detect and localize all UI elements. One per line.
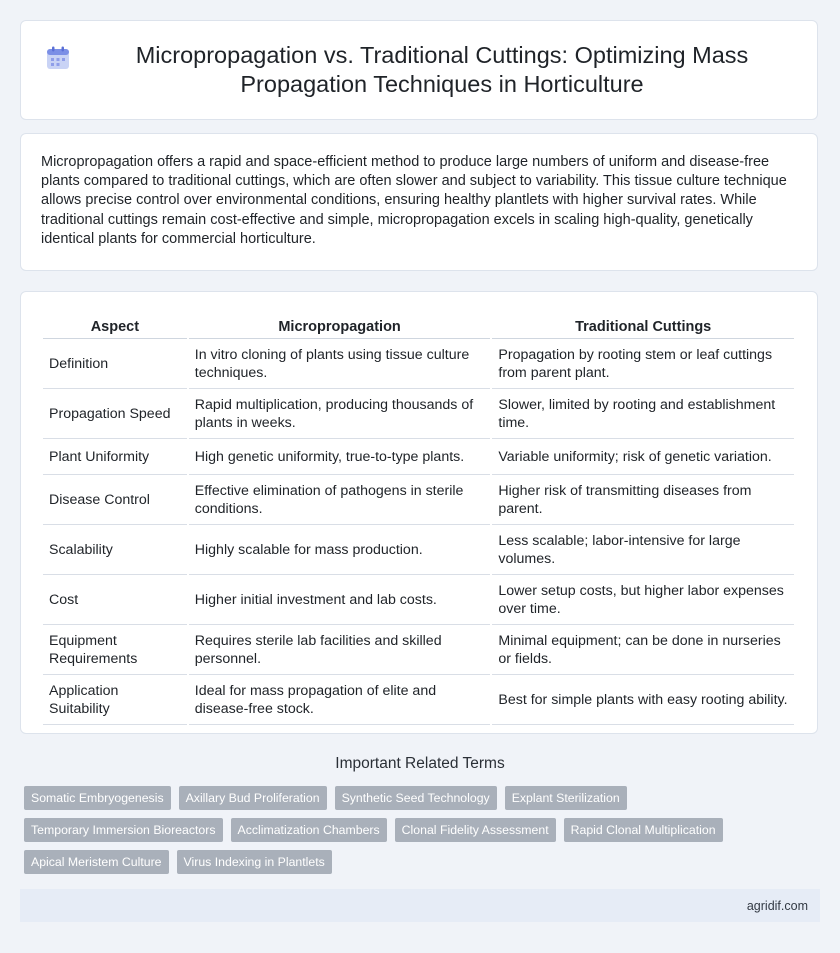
traditional-cuttings-cell: Less scalable; labor-intensive for large volumes. <box>492 527 794 575</box>
micropropagation-cell: Effective elimination of pathogens in sterile conditions. <box>189 477 491 525</box>
related-term-tag[interactable]: Apical Meristem Culture <box>24 850 169 874</box>
intro-card <box>20 133 818 271</box>
table-row <box>43 577 794 625</box>
table-row <box>43 441 794 475</box>
micropropagation-cell: In vitro cloning of plants using tissue culture techniques. <box>189 341 491 389</box>
related-term-tag[interactable]: Clonal Fidelity Assessment <box>395 818 556 842</box>
aspect-cell: Equipment Requirements <box>43 627 187 675</box>
micropropagation-cell: Requires sterile lab facilities and skilled personnel. <box>189 627 491 675</box>
traditional-cuttings-cell: Minimal equipment; can be done in nurseries or fields. <box>492 627 794 675</box>
table-row <box>43 477 794 525</box>
aspect-cell: Disease Control <box>43 477 187 525</box>
traditional-cuttings-cell: Lower setup costs, but higher labor expenses over time. <box>492 577 794 625</box>
micropropagation-cell: Ideal for mass propagation of elite and disease-free stock. <box>189 677 491 725</box>
related-term-tag[interactable]: Axillary Bud Proliferation <box>179 786 327 810</box>
comparison-table <box>41 312 796 727</box>
column-header-micropropagation: Micropropagation <box>189 314 491 339</box>
table-header-row <box>43 314 794 339</box>
table-row <box>43 627 794 675</box>
micropropagation-cell: Highly scalable for mass production. <box>189 527 491 575</box>
related-terms-heading: Important Related Terms <box>335 755 505 772</box>
header-card <box>20 20 818 120</box>
traditional-cuttings-cell: Slower, limited by rooting and establishment time. <box>492 391 794 439</box>
traditional-cuttings-cell: Propagation by rooting stem or leaf cuttings from parent plant. <box>492 341 794 389</box>
aspect-cell: Definition <box>43 341 187 389</box>
related-term-tag[interactable]: Synthetic Seed Technology <box>335 786 497 810</box>
footer-bar <box>20 889 820 922</box>
column-header-aspect: Aspect <box>43 314 187 339</box>
aspect-cell: Propagation Speed <box>43 391 187 439</box>
aspect-cell: Application Suitability <box>43 677 187 725</box>
micropropagation-cell: Higher initial investment and lab costs. <box>189 577 491 625</box>
related-term-tag[interactable]: Somatic Embryogenesis <box>24 786 171 810</box>
aspect-cell: Cost <box>43 577 187 625</box>
table-row <box>43 391 794 439</box>
comparison-card <box>20 291 818 734</box>
calendar-icon <box>45 45 71 71</box>
traditional-cuttings-cell: Higher risk of transmitting diseases from parent. <box>492 477 794 525</box>
page-title: Micropropagation vs. Traditional Cuttings: Optimizing Mass Propagation Techniques in Horticulture <box>135 42 749 97</box>
table-row <box>43 677 794 725</box>
footer-site-link[interactable]: agridif.com <box>746 898 808 913</box>
column-header-traditional-cuttings: Traditional Cuttings <box>492 314 794 339</box>
related-term-tag[interactable]: Virus Indexing in Plantlets <box>177 850 332 874</box>
aspect-cell: Scalability <box>43 527 187 575</box>
traditional-cuttings-cell: Best for simple plants with easy rooting ability. <box>492 677 794 725</box>
aspect-cell: Plant Uniformity <box>43 441 187 475</box>
intro-paragraph: Micropropagation offers a rapid and space-efficient method to produce large numbers of uniform and disease-free plants compared to traditional cuttings, which are often slower and subject to variability. This tissue culture technique allows precise control over environmental conditions, ensuring healthy plantlets with higher survival rates. While traditional cuttings remain cost-effective and simple, micropropagation excels in scaling high-quality, genetically identical plants for commercial horticulture. <box>41 154 787 247</box>
related-term-tag[interactable]: Explant Sterilization <box>505 786 627 810</box>
table-row <box>43 527 794 575</box>
micropropagation-cell: High genetic uniformity, true-to-type plants. <box>189 441 491 475</box>
micropropagation-cell: Rapid multiplication, producing thousands of plants in weeks. <box>189 391 491 439</box>
related-terms-list <box>24 786 824 882</box>
table-row <box>43 341 794 389</box>
related-term-tag[interactable]: Acclimatization Chambers <box>231 818 387 842</box>
related-term-tag[interactable]: Temporary Immersion Bioreactors <box>24 818 223 842</box>
related-term-tag[interactable]: Rapid Clonal Multiplication <box>564 818 723 842</box>
traditional-cuttings-cell: Variable uniformity; risk of genetic variation. <box>492 441 794 475</box>
